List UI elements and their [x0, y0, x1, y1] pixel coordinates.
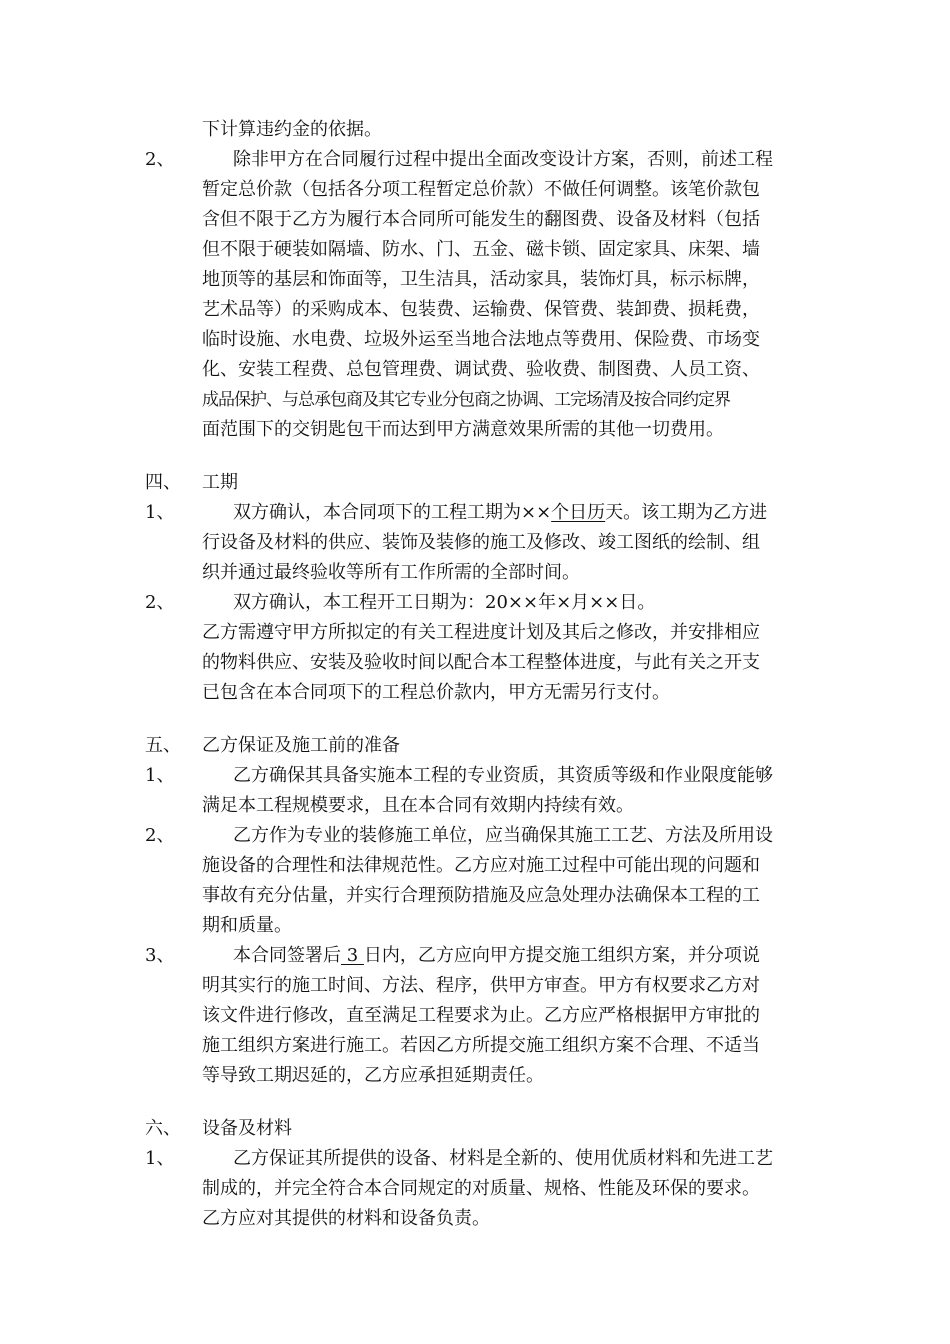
paragraph-line: 乙方作为专业的装修施工单位，应当确保其施工工艺、方法及所用设: [233, 825, 773, 846]
paragraph-line: 事故有充分估量，并实行合理预防措施及应急处理办法确保本工程的工: [202, 885, 760, 906]
paragraph-line: 行设备及材料的供应、装饰及装修的施工及修改、竣工图纸的绘制、组: [202, 532, 760, 553]
item-number: 2、: [145, 825, 175, 846]
paragraph-line: 的物料供应、安装及验收时间以配合本工程整体进度，与此有关之开支: [202, 652, 760, 673]
text-run: 双方确认，本合同项下的工程工期为××: [233, 502, 552, 523]
paragraph-line: 地顶等的基层和饰面等，卫生洁具，活动家具，装饰灯具，标示标牌，: [202, 269, 760, 290]
paragraph-line: 面范围下的交钥匙包干而达到甲方满意效果所需的其他一切费用。: [202, 419, 724, 440]
paragraph-line: 该文件进行修改，直至满足工程要求为止。乙方应严格根据甲方审批的: [202, 1005, 760, 1026]
paragraph-line: 期和质量。: [202, 915, 292, 936]
section-title: 乙方保证及施工前的准备: [202, 735, 400, 756]
section-number: 四、: [145, 472, 181, 493]
item-number: 1、: [145, 1148, 175, 1169]
paragraph-line: 暂定总价款（包括各分项工程暂定总价款）不做任何调整。该笔价款包: [202, 179, 760, 200]
paragraph-line: 艺术品等）的采购成本、包装费、运输费、保管费、装卸费、损耗费，: [202, 299, 760, 320]
paragraph-line: 乙方需遵守甲方所拟定的有关工程进度计划及其后之修改，并安排相应: [202, 622, 760, 643]
paragraph-line: [233, 946, 760, 966]
paragraph-line: 成品保护、与总承包商及其它专业分包商之协调、工完场清及按合同约定界: [202, 390, 730, 410]
item-number: 2、: [145, 592, 175, 613]
paragraph-line: 明其实行的施工时间、方法、程序，供甲方审查。甲方有权要求乙方对: [202, 975, 760, 996]
text-run: 本合同签署后: [233, 945, 341, 966]
paragraph-line: 乙方保证其所提供的设备、材料是全新的、使用优质材料和先进工艺: [233, 1148, 773, 1169]
paragraph-line: 制成的，并完全符合本合同规定的对质量、规格、性能及环保的要求。: [202, 1178, 760, 1199]
section-title: 工期: [202, 472, 238, 493]
underlined-term: 3: [341, 945, 364, 966]
paragraph-line: 双方确认，本工程开工日期为：20××年×月××日。: [233, 592, 656, 613]
paragraph-line: 已包含在本合同项下的工程总价款内，甲方无需另行支付。: [202, 682, 670, 703]
section-title: 设备及材料: [202, 1118, 292, 1139]
section-number: 五、: [145, 735, 181, 756]
underlined-term: 个日历: [551, 502, 606, 523]
paragraph-line: 临时设施、水电费、垃圾外运至当地合法地点等费用、保险费、市场变: [202, 329, 760, 350]
paragraph-line: 乙方应对其提供的材料和设备负责。: [202, 1208, 490, 1229]
paragraph-line: 下计算违约金的依据。: [202, 119, 382, 140]
text-run: 日内，乙方应向甲方提交施工组织方案，并分项说: [363, 945, 760, 966]
item-number: 1、: [145, 502, 175, 523]
paragraph-line: 乙方确保其具备实施本工程的专业资质，其资质等级和作业限度能够: [233, 765, 773, 786]
text-run: 天。该工期为乙方进: [605, 502, 768, 523]
item-number: 2、: [145, 149, 175, 170]
item-number: 3、: [145, 945, 175, 966]
paragraph-line: 含但不限于乙方为履行本合同所可能发生的翻图费、设备及材料（包括: [202, 209, 760, 230]
paragraph-line: 但不限于硬装如隔墙、防水、门、五金、磁卡锁、固定家具、床架、墙: [202, 239, 760, 260]
paragraph-line: 化、安装工程费、总包管理费、调试费、验收费、制图费、人员工资、: [202, 359, 760, 380]
paragraph-line: 除非甲方在合同履行过程中提出全面改变设计方案，否则，前述工程: [233, 149, 773, 170]
paragraph-line: 等导致工期迟延的，乙方应承担延期责任。: [202, 1065, 544, 1086]
item-number: 1、: [145, 765, 175, 786]
paragraph-line: 施设备的合理性和法律规范性。乙方应对施工过程中可能出现的问题和: [202, 855, 760, 876]
paragraph-line: 施工组织方案进行施工。若因乙方所提交施工组织方案不合理、不适当: [202, 1035, 760, 1056]
section-number: 六、: [145, 1118, 181, 1139]
paragraph-line: [233, 503, 767, 523]
paragraph-line: 满足本工程规模要求，且在本合同有效期内持续有效。: [202, 795, 634, 816]
paragraph-line: 织并通过最终验收等所有工作所需的全部时间。: [202, 562, 580, 583]
